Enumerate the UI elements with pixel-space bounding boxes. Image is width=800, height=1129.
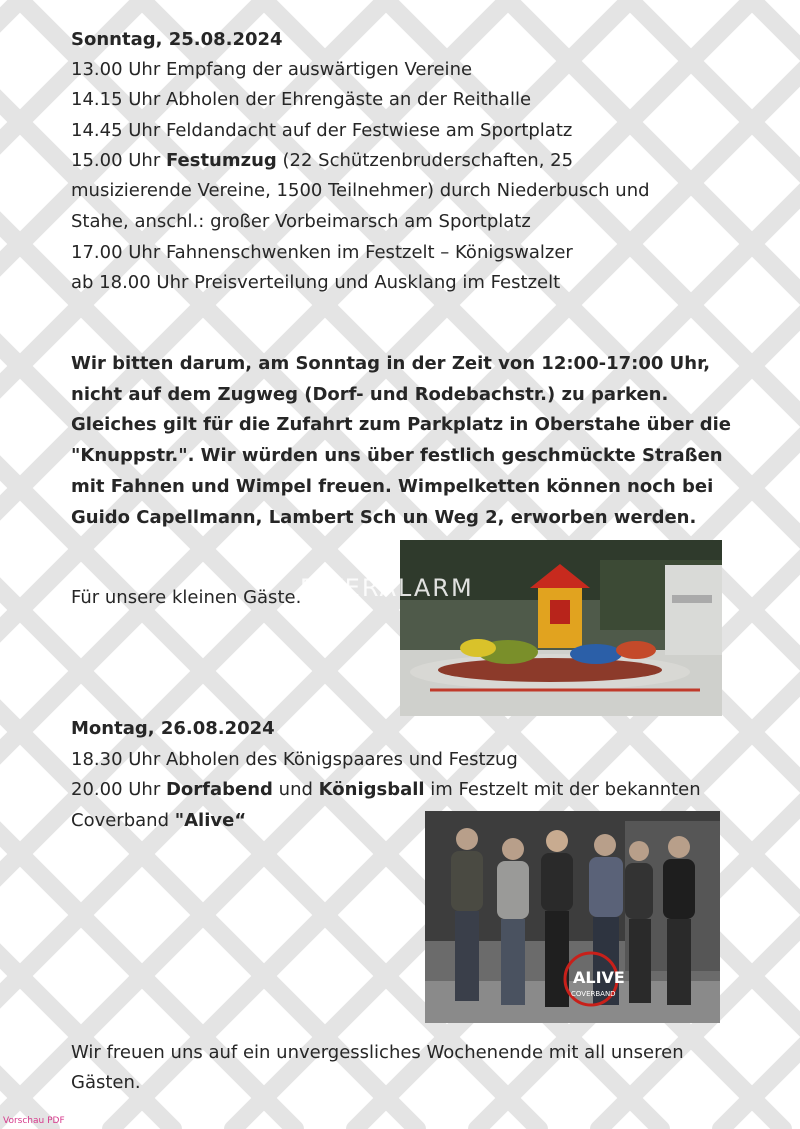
sunday-line-6: Stahe, anschl.: großer Vorbeimarsch am Sportplatz xyxy=(71,211,531,232)
flyeralarm-watermark: FLYERALARM xyxy=(300,574,474,602)
band-logo-text: ALIVE xyxy=(573,968,625,987)
notice-line-1: Wir bitten darum, am Sonntag in der Zeit von 12:00-17:00 Uhr, xyxy=(71,353,711,374)
sunday-line-8: ab 18.00 Uhr Preisverteilung und Ausklang im Festzelt xyxy=(71,272,561,293)
monday-heading: Montag, 26.08.2024 xyxy=(71,718,275,739)
notice-line-4: "Knuppstr.". Wir würden uns über festlich geschmückte Straßen xyxy=(71,445,723,466)
sunday-line-4: 15.00 Uhr Festumzug (22 Schützenbruderschaften, 25 xyxy=(71,150,574,171)
sunday-heading: Sonntag, 25.08.2024 xyxy=(71,29,283,50)
sunday-line-5: musizierende Vereine, 1500 Teilnehmer) durch Niederbusch und xyxy=(71,180,650,201)
monday-line-3: Coverband "Alive“ xyxy=(71,810,247,831)
preview-label: Vorschau PDF xyxy=(3,1116,65,1126)
sunday-line-1: 13.00 Uhr Empfang der auswärtigen Vereine xyxy=(71,59,473,80)
dorfabend-label: Dorfabend xyxy=(165,779,273,800)
notice-line-2: nicht auf dem Zugweg (Dorf- und Rodebachstr.) zu parken. xyxy=(71,384,669,405)
closing-line-1: Wir freuen uns auf ein unvergessliches Wochenende mit all unseren xyxy=(71,1042,684,1063)
closing-line-2: Gästen. xyxy=(71,1072,141,1093)
band-photo xyxy=(425,811,720,1023)
sunday-line-7: 17.00 Uhr Fahnenschwenken im Festzelt – Königswalzer xyxy=(71,242,573,263)
band-name: "Alive“ xyxy=(174,810,247,831)
notice-line-5: mit Fahnen und Wimpel freuen. Wimpelketten können noch bei xyxy=(71,476,714,497)
monday-line-1: 18.30 Uhr Abholen des Königspaares und Festzug xyxy=(71,749,518,770)
sunday-line-3: 14.45 Uhr Feldandacht auf der Festwiese am Sportplatz xyxy=(71,120,573,141)
festumzug-label: Festumzug xyxy=(165,150,277,171)
notice-line-3: Gleiches gilt für die Zufahrt zum Parkplatz in Oberstahe über die xyxy=(71,414,731,435)
monday-line-2: 20.00 Uhr Dorfabend und Königsball im Festzelt mit der bekannten xyxy=(71,779,701,800)
koenigsball-label: Königsball xyxy=(318,779,425,800)
sunday-line-2: 14.15 Uhr Abholen der Ehrengäste an der Reithalle xyxy=(71,89,532,110)
kids-caption: Für unsere kleinen Gäste. xyxy=(71,587,302,608)
notice-line-6: Guido Capellmann, Lambert Sch un Weg 2, erworben werden. xyxy=(71,507,697,528)
band-logo-subtext: COVERBAND xyxy=(571,990,616,998)
carousel-photo xyxy=(400,540,722,716)
